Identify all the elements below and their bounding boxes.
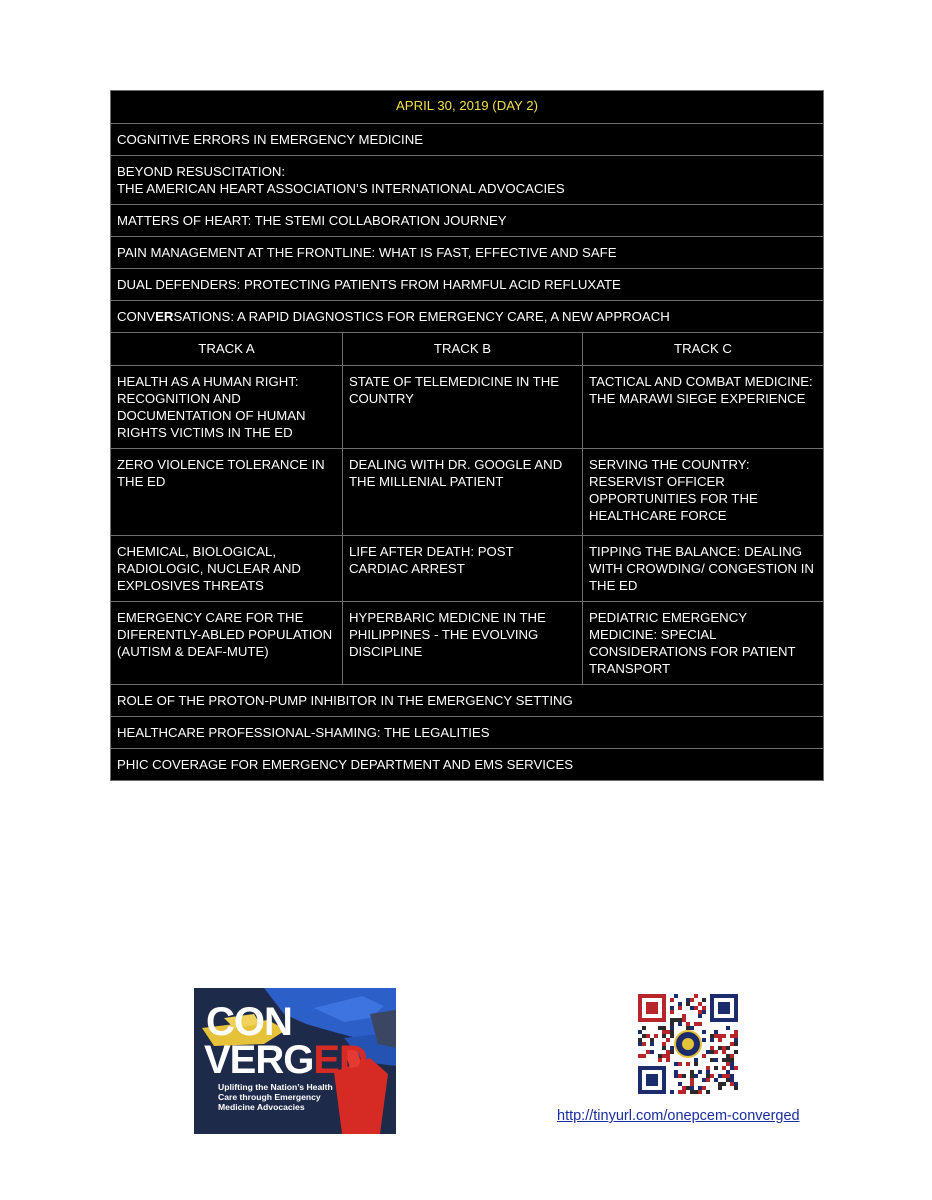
qr-center-seal-core — [682, 1038, 694, 1050]
qr-module — [654, 1034, 658, 1038]
session-pain-management: PAIN MANAGEMENT AT THE FRONTLINE: WHAT IS FAST, EFFECTIVE AND SAFE — [111, 237, 824, 269]
qr-module — [686, 1026, 690, 1030]
session-beyond-line1: BEYOND RESUSCITATION: — [117, 164, 286, 179]
qr-module — [722, 1082, 726, 1086]
qr-module — [650, 1050, 654, 1054]
qr-module — [678, 1074, 682, 1078]
track-c-session-3: TIPPING THE BALANCE: DEALING WITH CROWDING/ CONGESTION IN THE ED — [583, 536, 824, 602]
session-cognitive-errors: COGNITIVE ERRORS IN EMERGENCY MEDICINE — [111, 124, 824, 156]
qr-module — [690, 1082, 694, 1086]
qr-module — [666, 1054, 670, 1058]
qr-module — [722, 1066, 726, 1070]
qr-module — [718, 1046, 722, 1050]
qr-module — [690, 998, 694, 1002]
qr-module — [670, 1050, 674, 1054]
qr-module — [646, 1074, 658, 1086]
qr-module — [678, 1002, 682, 1006]
qr-module — [670, 1034, 674, 1038]
qr-module — [706, 1070, 710, 1074]
qr-code-graphic — [638, 994, 738, 1094]
qr-module — [730, 1066, 734, 1070]
track-a-session-3: CHEMICAL, BIOLOGICAL, RADIOLOGIC, NUCLEAR AND EXPLOSIVES THREATS — [111, 536, 343, 602]
qr-module — [722, 1058, 726, 1062]
qr-module — [726, 1046, 730, 1050]
qr-module — [730, 1058, 734, 1062]
qr-module — [714, 1050, 718, 1054]
qr-module — [726, 1074, 730, 1078]
qr-module — [714, 1078, 718, 1082]
qr-module — [702, 998, 706, 1002]
qr-module — [686, 1002, 690, 1006]
qr-module — [734, 1042, 738, 1046]
qr-module — [678, 1018, 682, 1022]
track-c-session-1: TACTICAL AND COMBAT MEDICINE: THE MARAWI SIEGE EXPERIENCE — [583, 366, 824, 449]
qr-module — [638, 1038, 642, 1042]
qr-module — [686, 1022, 690, 1026]
schedule-table — [110, 90, 824, 781]
qr-module — [726, 1062, 730, 1066]
qr-module — [662, 1034, 666, 1038]
session-conversations — [111, 301, 824, 333]
conv-prefix: CONV — [117, 309, 156, 324]
qr-module — [710, 1038, 714, 1042]
qr-module — [698, 1090, 702, 1094]
qr-module — [666, 1030, 670, 1034]
track-b-session-4: HYPERBARIC MEDICNE IN THE PHILIPPINES - THE EVOLVING DISCIPLINE — [343, 602, 583, 685]
qr-module — [698, 1014, 702, 1018]
session-professional-shaming: HEALTHCARE PROFESSIONAL-SHAMING: THE LEGALITIES — [111, 717, 824, 749]
qr-module — [670, 1022, 674, 1026]
track-c-session-2: SERVING THE COUNTRY: RESERVIST OFFICER OPPORTUNITIES FOR THE HEALTHCARE FORCE — [583, 449, 824, 536]
qr-module — [658, 1026, 662, 1030]
qr-module — [718, 1002, 730, 1014]
qr-module — [678, 1022, 682, 1026]
qr-module — [666, 1058, 670, 1062]
session-beyond-resuscitation — [111, 156, 824, 205]
qr-module — [690, 1090, 694, 1094]
qr-module — [710, 1074, 714, 1078]
qr-module — [718, 1038, 722, 1042]
qr-module — [670, 1006, 674, 1010]
qr-module — [670, 1026, 674, 1030]
qr-module — [674, 1062, 678, 1066]
qr-module — [726, 1054, 730, 1058]
qr-module — [722, 1050, 726, 1054]
qr-module — [726, 1026, 730, 1030]
qr-module — [730, 1082, 734, 1086]
qr-module — [686, 1086, 690, 1090]
qr-module — [726, 1070, 730, 1074]
qr-module — [682, 1086, 686, 1090]
qr-module — [734, 1038, 738, 1042]
qr-module — [670, 1090, 674, 1094]
qr-module — [702, 1006, 706, 1010]
qr-module — [690, 1078, 694, 1082]
session-dual-defenders: DUAL DEFENDERS: PROTECTING PATIENTS FROM HARMFUL ACID REFLUXATE — [111, 269, 824, 301]
converged-logo — [194, 988, 396, 1134]
qr-module — [674, 1018, 678, 1022]
qr-module — [686, 998, 690, 1002]
track-a-session-1: HEALTH AS A HUMAN RIGHT: RECOGNITION AND DOCUMENTATION OF HUMAN RIGHTS VICTIMS IN THE ED — [111, 366, 343, 449]
session-proton-pump: ROLE OF THE PROTON-PUMP INHIBITOR IN THE EMERGENCY SETTING — [111, 685, 824, 717]
qr-module — [662, 1042, 666, 1046]
qr-module — [714, 1058, 718, 1062]
track-b-session-3: LIFE AFTER DEATH: POST CARDIAC ARREST — [343, 536, 583, 602]
qr-module — [646, 1050, 650, 1054]
qr-code — [638, 994, 738, 1094]
qr-module — [702, 1078, 706, 1082]
qr-module — [698, 1086, 702, 1090]
session-phic-coverage: PHIC COVERAGE FOR EMERGENCY DEPARTMENT AND EMS SERVICES — [111, 749, 824, 781]
qr-module — [714, 1030, 718, 1034]
qr-module — [734, 1066, 738, 1070]
qr-module — [694, 1058, 698, 1062]
qr-module — [694, 994, 698, 998]
qr-module — [678, 1062, 682, 1066]
qr-module — [694, 1022, 698, 1026]
qr-module — [706, 1074, 710, 1078]
qr-module — [710, 1050, 714, 1054]
qr-module — [662, 1026, 666, 1030]
logo-word-verged — [204, 1040, 367, 1080]
qr-module — [702, 1086, 706, 1090]
conv-suffix: SATIONS: A RAPID DIAGNOSTICS FOR EMERGENCY CARE, A NEW APPROACH — [173, 309, 670, 324]
qr-module — [650, 1038, 654, 1042]
qr-module — [730, 1078, 734, 1082]
qr-module — [714, 1034, 718, 1038]
qr-module — [666, 1050, 670, 1054]
qr-module — [646, 1002, 658, 1014]
qr-module — [678, 1090, 682, 1094]
qr-module — [678, 1006, 682, 1010]
qr-module — [718, 1086, 722, 1090]
qr-module — [702, 1054, 706, 1058]
qr-module — [662, 1054, 666, 1058]
qr-module — [690, 1086, 694, 1090]
qr-module — [698, 1010, 702, 1014]
qr-module — [682, 1074, 686, 1078]
qr-module — [730, 1062, 734, 1066]
qr-module — [698, 1002, 702, 1006]
qr-module — [730, 1034, 734, 1038]
qr-module — [710, 1058, 714, 1062]
qr-module — [638, 1030, 642, 1034]
qr-module — [730, 1074, 734, 1078]
qr-module — [694, 1006, 698, 1010]
qr-module — [702, 1030, 706, 1034]
qr-module — [718, 1082, 722, 1086]
qr-module — [638, 1042, 642, 1046]
qr-module — [710, 1034, 714, 1038]
qr-module — [670, 998, 674, 1002]
qr-module — [730, 1054, 734, 1058]
track-c-session-4: PEDIATRIC EMERGENCY MEDICINE: SPECIAL CONSIDERATIONS FOR PATIENT TRANSPORT — [583, 602, 824, 685]
qr-module — [726, 1058, 730, 1062]
logo-word-ed: ED — [313, 1038, 367, 1082]
qr-module — [662, 1046, 666, 1050]
qr-module — [706, 1090, 710, 1094]
qr-module — [718, 1034, 722, 1038]
qr-module — [690, 1006, 694, 1010]
qr-module — [694, 1062, 698, 1066]
qr-module — [694, 1090, 698, 1094]
session-beyond-line2: THE AMERICAN HEART ASSOCIATION’S INTERNATIONAL ADVOCACIES — [117, 181, 565, 196]
track-b-header: TRACK B — [343, 333, 583, 366]
qr-module — [670, 1030, 674, 1034]
session-matters-of-heart: MATTERS OF HEART: THE STEMI COLLABORATION JOURNEY — [111, 205, 824, 237]
converged-link[interactable]: http://tinyurl.com/onepcem-converged — [557, 1108, 800, 1124]
qr-module — [650, 1042, 654, 1046]
qr-module — [734, 1082, 738, 1086]
qr-module — [642, 1042, 646, 1046]
qr-module — [674, 1070, 678, 1074]
qr-module — [730, 1042, 734, 1046]
qr-module — [694, 1074, 698, 1078]
qr-module — [734, 1030, 738, 1034]
qr-module — [670, 1046, 674, 1050]
qr-module — [646, 1034, 650, 1038]
track-b-session-1: STATE OF TELEMEDICINE IN THE COUNTRY — [343, 366, 583, 449]
qr-module — [722, 1074, 726, 1078]
qr-module — [642, 1026, 646, 1030]
schedule-date: APRIL 30, 2019 (DAY 2) — [111, 91, 824, 124]
qr-module — [702, 1038, 706, 1042]
qr-module — [678, 1082, 682, 1086]
qr-module — [718, 1074, 722, 1078]
qr-module — [726, 1078, 730, 1082]
qr-module — [638, 1054, 642, 1058]
track-b-session-2: DEALING WITH DR. GOOGLE AND THE MILLENIAL PATIENT — [343, 449, 583, 536]
qr-module — [690, 1026, 694, 1030]
track-a-session-4: EMERGENCY CARE FOR THE DIFERENTLY-ABLED POPULATION (AUTISM & DEAF-MUTE) — [111, 602, 343, 685]
qr-module — [674, 1074, 678, 1078]
qr-module — [734, 1050, 738, 1054]
qr-module — [642, 1054, 646, 1058]
qr-module — [670, 1018, 674, 1022]
logo-word-verg: VERG — [204, 1038, 314, 1082]
qr-module — [690, 1074, 694, 1078]
qr-module — [698, 1022, 702, 1026]
track-a-session-2: ZERO VIOLENCE TOLERANCE IN THE ED — [111, 449, 343, 536]
logo-tagline: Uplifting the Nation’s Health Care through Emergency Medicine Advocacies — [218, 1082, 333, 1112]
qr-module — [662, 1030, 666, 1034]
conv-bold: ER — [155, 309, 174, 324]
logo-word-con: CON — [206, 1000, 292, 1044]
qr-module — [658, 1058, 662, 1062]
qr-module — [734, 1086, 738, 1090]
qr-module — [714, 1066, 718, 1070]
qr-module — [670, 1010, 674, 1014]
track-a-header: TRACK A — [111, 333, 343, 366]
qr-module — [706, 1050, 710, 1054]
qr-module — [702, 1010, 706, 1014]
qr-module — [690, 1070, 694, 1074]
qr-module — [706, 1066, 710, 1070]
track-c-header: TRACK C — [583, 333, 824, 366]
qr-module — [658, 1054, 662, 1058]
qr-module — [698, 1070, 702, 1074]
qr-module — [722, 1046, 726, 1050]
qr-module — [682, 1090, 686, 1094]
qr-module — [674, 994, 678, 998]
qr-module — [706, 1078, 710, 1082]
qr-module — [686, 1062, 690, 1066]
qr-module — [722, 1034, 726, 1038]
qr-module — [734, 1034, 738, 1038]
qr-module — [682, 1014, 686, 1018]
qr-module — [682, 1018, 686, 1022]
qr-module — [642, 1034, 646, 1038]
qr-module — [710, 1046, 714, 1050]
qr-module — [666, 1038, 670, 1042]
